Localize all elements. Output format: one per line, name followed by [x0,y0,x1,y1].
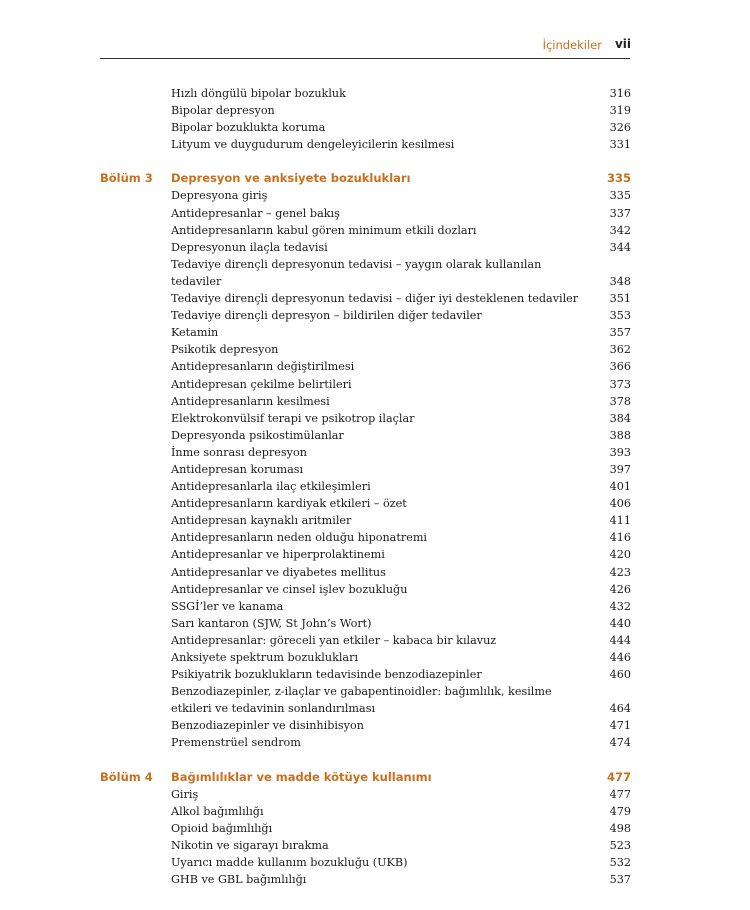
toc-entry[interactable] [0,136,750,153]
chapter-title: Bağımlılıklar ve madde kötüye kullanımı [171,769,432,784]
entry-page-number: 397 [609,462,631,476]
toc-entry[interactable] [0,273,750,290]
toc-entry[interactable] [0,786,750,803]
entry-page-number: 464 [609,702,631,716]
entry-page-number: 326 [609,121,631,135]
toc-entry[interactable] [0,239,750,256]
chapter-heading-row[interactable] [0,769,750,786]
entry-page-number: 471 [609,719,631,733]
entry-title: tedaviler [171,274,222,288]
entry-title: Antidepresanların neden olduğu hiponatremi [171,531,428,545]
entry-title: Antidepresan kaynaklı aritmiler [171,514,352,528]
chapter-heading-row[interactable] [0,170,750,187]
entry-title: Ketamin [171,326,219,340]
entry-title: Opioid bağımlılığı [171,821,273,835]
entry-page-number: 416 [609,531,631,545]
toc-entry[interactable] [0,683,750,700]
entry-title: Antidepresan koruması [171,462,304,476]
entry-title: etkileri ve tedavinin sonlandırılması [171,702,376,716]
toc-entry[interactable] [0,222,750,239]
toc-entry[interactable] [0,307,750,324]
entry-title: Psikiyatrik bozuklukların tedavisinde benzodiazepinler [171,668,482,682]
entry-title: Lityum ve duygudurum dengeleyicilerin kesilmesi [171,138,455,152]
entry-page-number: 532 [609,856,631,870]
entry-page-number: 378 [609,394,631,408]
entry-title: Antidepresanlar ve cinsel işlev bozukluğu [171,582,408,596]
entry-title: Antidepresanların değiştirilmesi [171,360,355,374]
entry-page-number: 335 [606,171,631,186]
entry-title: Antidepresanlarla ilaç etkileşimleri [171,480,371,494]
toc-entry[interactable] [0,341,750,358]
toc-entry[interactable] [0,529,750,546]
entry-page-number: 498 [609,821,631,835]
chapter-label: Bölüm 4 [100,769,153,784]
entry-title: Antidepresanların kesilmesi [171,394,330,408]
entry-page-number: 446 [609,651,631,664]
entry-title: Benzodiazepinler ve disinhibisyon [171,719,364,733]
entry-title: İnme sonrası depresyon [171,445,307,459]
entry-page-number: 351 [609,292,631,306]
entry-title: SSGİ’ler ve kanama [171,599,284,613]
toc-entry[interactable] [0,649,750,666]
entry-page-number: 331 [609,138,631,152]
toc-entry[interactable] [0,444,750,461]
entry-title: Tedaviye dirençli depresyonun tedavisi – diğer iyi desteklenen tedaviler [171,292,579,306]
toc-entry[interactable] [0,85,750,102]
entry-page-number: 357 [609,326,631,340]
toc-entry[interactable] [0,598,750,615]
toc-entry[interactable] [0,290,750,307]
toc-entry[interactable] [0,376,750,393]
entry-page-number: 388 [609,428,631,442]
chapter-title: Depresyon ve anksiyete bozuklukları [171,171,411,186]
entry-page-number: 401 [609,480,631,494]
entry-title: Antidepresanlar – genel bakış [171,206,340,220]
entry-page-number: 423 [609,565,631,579]
toc-entry[interactable] [0,546,750,563]
entry-page-number: 362 [609,343,631,357]
toc-entry[interactable] [0,734,750,751]
entry-page-number: 537 [609,873,631,887]
entry-page-number: 344 [609,240,631,254]
entry-page-number: 432 [609,599,631,613]
table-of-contents [0,85,750,888]
toc-entry[interactable] [0,666,750,683]
toc-entry[interactable] [0,871,750,888]
entry-title: Sarı kantaron (SJW, St John’s Wort) [171,616,372,630]
entry-title: Giriş [171,787,199,801]
entry-title: Nikotin ve sigarayı bırakma [171,838,329,852]
entry-title: Bipolar depresyon [171,104,275,118]
entry-title: Antidepresanların kabul gören minimum etkili dozları [171,223,477,237]
entry-page-number: 366 [609,360,631,374]
entry-page-number: 426 [609,582,631,596]
toc-entry[interactable] [0,427,750,444]
section-gap [0,153,750,170]
entry-title: Hızlı döngülü bipolar bozukluk [171,87,346,100]
entry-title: Alkol bağımlılığı [171,804,264,818]
entry-page-number: 337 [609,206,631,220]
toc-entry[interactable] [0,564,750,581]
entry-title: Antidepresan çekilme belirtileri [171,377,352,391]
entry-page-number: 348 [609,274,631,288]
entry-page-number: 316 [609,87,631,100]
toc-entry[interactable] [0,632,750,649]
toc-entry[interactable] [0,495,750,512]
toc-entry[interactable] [0,820,750,837]
entry-title: Anksiyete spektrum bozuklukları [171,651,359,664]
entry-page-number: 440 [609,616,631,630]
toc-entry[interactable] [0,205,750,222]
toc-entry[interactable] [0,512,750,529]
running-header-page-number: vii [614,37,631,51]
entry-title: Uyarıcı madde kullanım bozukluğu (UKB) [171,856,408,870]
entry-title: Antidepresanlar ve diyabetes mellitus [171,565,386,579]
entry-title: Antidepresanlar: göreceli yan etkiler – kabaca bir kılavuz [171,633,497,647]
entry-title: Elektrokonvülsif terapi ve psikotrop ilaçlar [171,411,415,425]
entry-page-number: 477 [609,787,631,801]
section-gap [0,752,750,769]
entry-title: Antidepresanların kardiyak etkileri – özet [171,497,407,511]
entry-page-number: 393 [609,445,631,459]
toc-entry[interactable] [0,615,750,632]
entry-page-number: 353 [609,309,631,323]
running-header-title: İçindekiler [542,38,602,52]
entry-page-number: 477 [606,769,631,784]
toc-entry[interactable] [0,187,750,204]
toc-entry[interactable] [0,700,750,717]
toc-entry[interactable] [0,461,750,478]
entry-page-number: 373 [609,377,631,391]
entry-page-number: 342 [609,223,631,237]
toc-entry[interactable] [0,256,750,273]
entry-page-number: 460 [609,668,631,682]
entry-title: Benzodiazepinler, z-ilaçlar ve gabapentinoidler: bağımlılık, kesilme [171,685,552,699]
entry-page-number: 384 [609,411,631,425]
toc-entry[interactable] [0,102,750,119]
toc-entry[interactable] [0,581,750,598]
entry-title: GHB ve GBL bağımlılığı [171,873,307,887]
chapter-label: Bölüm 3 [100,171,153,186]
toc-entry[interactable] [0,717,750,734]
entry-title: Bipolar bozuklukta koruma [171,121,326,135]
entry-page-number: 335 [609,189,631,203]
toc-entry[interactable] [0,324,750,341]
toc-entry[interactable] [0,478,750,495]
entry-title: Depresyona giriş [171,189,268,203]
toc-entry[interactable] [0,119,750,136]
entry-title: Premenstrüel sendrom [171,736,301,750]
toc-entry[interactable] [0,803,750,820]
toc-entry[interactable] [0,854,750,871]
toc-entry[interactable] [0,410,750,427]
entry-title: Tedaviye dirençli depresyonun tedavisi – yaygın olarak kullanılan [171,257,542,271]
entry-page-number: 444 [609,633,631,647]
entry-page-number: 411 [609,514,631,528]
toc-entry[interactable] [0,358,750,375]
toc-entry[interactable] [0,393,750,410]
entry-title: Tedaviye dirençli depresyon – bildirilen diğer tedaviler [171,309,482,323]
entry-title: Antidepresanlar ve hiperprolaktinemi [171,548,385,562]
entry-page-number: 523 [609,838,631,852]
entry-title: Depresyonda psikostimülanlar [171,428,344,442]
header-rule [100,58,630,59]
entry-page-number: 420 [609,548,631,562]
entry-page-number: 474 [609,736,631,750]
entry-title: Depresyonun ilaçla tedavisi [171,240,328,254]
entry-page-number: 479 [609,804,631,818]
entry-title: Psikotik depresyon [171,343,279,357]
entry-page-number: 406 [609,497,631,511]
toc-entry[interactable] [0,837,750,854]
entry-page-number: 319 [609,104,631,118]
